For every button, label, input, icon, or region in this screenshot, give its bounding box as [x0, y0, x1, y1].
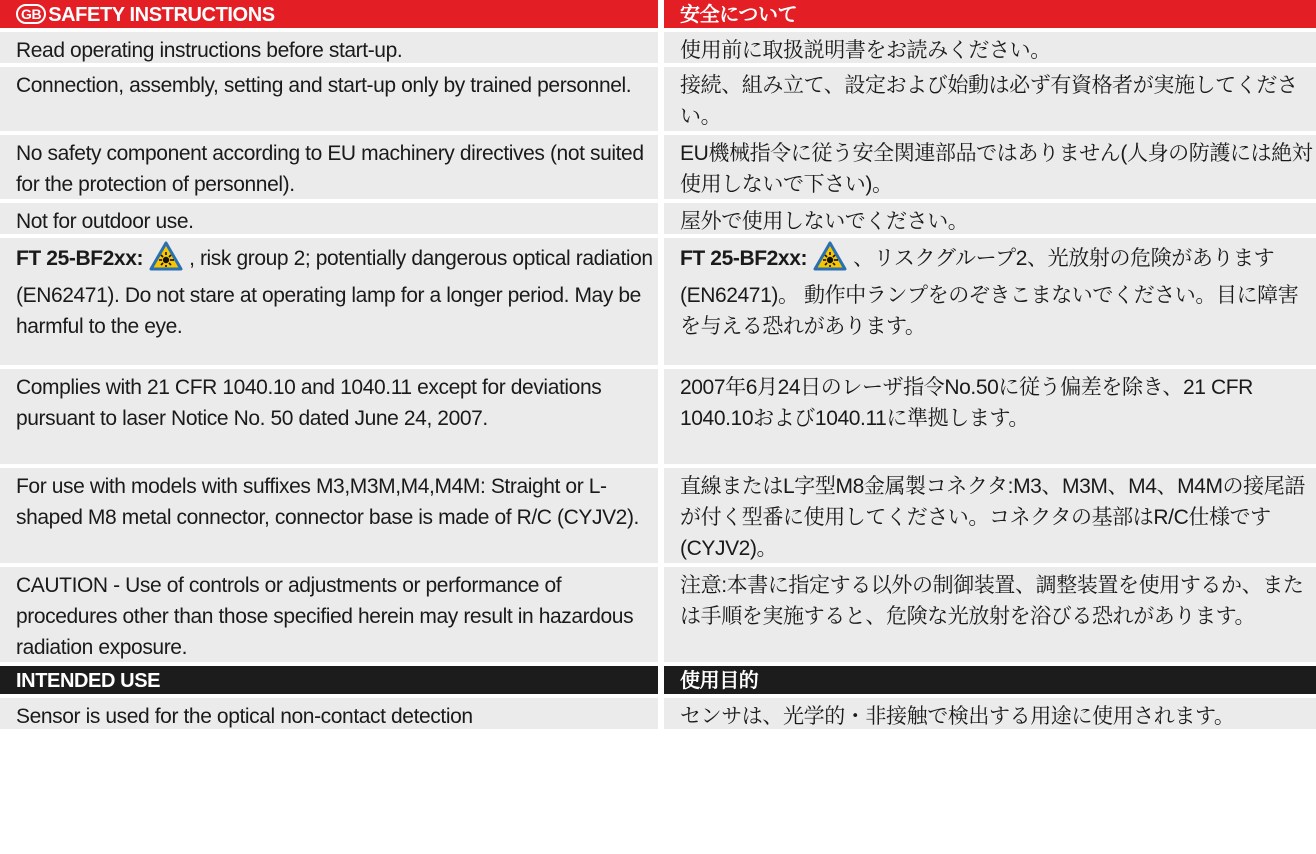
- intended-title-en: INTENDED USE: [0, 666, 658, 694]
- model-label: FT 25-BF2xx:: [16, 247, 144, 270]
- table-row: [0, 369, 1316, 464]
- safety-title-en: SAFETY INSTRUCTIONS: [48, 4, 275, 26]
- intended-title-ja: 使用目的: [664, 666, 1316, 694]
- safety-header-en: [0, 0, 658, 28]
- row-en: Not for outdoor use.: [0, 203, 658, 234]
- table-row: [0, 698, 1316, 729]
- radiation-en: [0, 238, 658, 365]
- intended-use-header: [0, 666, 1316, 694]
- radiation-ja: [664, 238, 1316, 365]
- row-ja: 2007年6月24日のレーザ指令No.50に従う偏差を除き、21 CFR 1040.10および1040.11に準拠します。: [664, 369, 1316, 464]
- gb-badge: GB: [16, 4, 46, 24]
- radiation-text-ja: 、リスクグループ2、光放射の危険があります(EN62471)。 動作中ランプをのぞきこまないでください。目に障害を与える恐れがあります。: [680, 247, 1299, 338]
- table-row: [0, 567, 1316, 662]
- table-row: [0, 203, 1316, 234]
- row-ja: 接続、組み立て、設定および始動は必ず有資格者が実施してください。: [664, 67, 1316, 131]
- laser-warning-icon: [149, 241, 183, 280]
- row-ja: 直線またはL字型M8金属製コネクタ:M3、M3M、M4、M4Mの接尾語が付く型番に使用してください。コネクタの基部はR/C仕様です(CYJV2)。: [664, 468, 1316, 563]
- row-ja: EU機械指令に従う安全関連部品ではありません(人身の防護には絶対使用しないで下さい)。: [664, 135, 1316, 199]
- safety-title-ja: 安全について: [664, 0, 1316, 28]
- row-en: For use with models with suffixes M3,M3M,M4,M4M: Straight or L-shaped M8 metal connector, connector base is made of R/C (CYJV2).: [0, 468, 658, 563]
- row-ja: 注意:本書に指定する以外の制御装置、調整装置を使用するか、または手順を実施すると、危険な光放射を浴びる恐れがあります。: [664, 567, 1316, 662]
- laser-warning-icon: [813, 241, 847, 280]
- row-en: No safety component according to EU machinery directives (not suited for the protection of personnel).: [0, 135, 658, 199]
- row-en: Complies with 21 CFR 1040.10 and 1040.11 except for deviations pursuant to laser Notice No. 50 dated June 24, 2007.: [0, 369, 658, 464]
- row-en: Read operating instructions before start-up.: [0, 32, 658, 63]
- radiation-row: [0, 238, 1316, 365]
- row-ja: センサは、光学的・非接触で検出する用途に使用されます。: [664, 698, 1316, 729]
- table-row: [0, 32, 1316, 63]
- row-ja: 使用前に取扱説明書をお読みください。: [664, 32, 1316, 63]
- row-en: Sensor is used for the optical non-contact detection: [0, 698, 658, 729]
- safety-header: [0, 0, 1316, 28]
- row-ja: 屋外で使用しないでください。: [664, 203, 1316, 234]
- table-row: [0, 135, 1316, 199]
- radiation-text-en: , risk group 2; potentially dangerous optical radiation (EN62471). Do not stare at operating lamp for a longer period. May be harmful to the eye.: [16, 247, 653, 338]
- model-label: FT 25-BF2xx:: [680, 247, 808, 270]
- table-row: [0, 67, 1316, 131]
- table-row: [0, 468, 1316, 563]
- row-en: Connection, assembly, setting and start-up only by trained personnel.: [0, 67, 658, 131]
- row-en: CAUTION - Use of controls or adjustments or performance of procedures other than those specified herein may result in hazardous radiation exposure.: [0, 567, 658, 662]
